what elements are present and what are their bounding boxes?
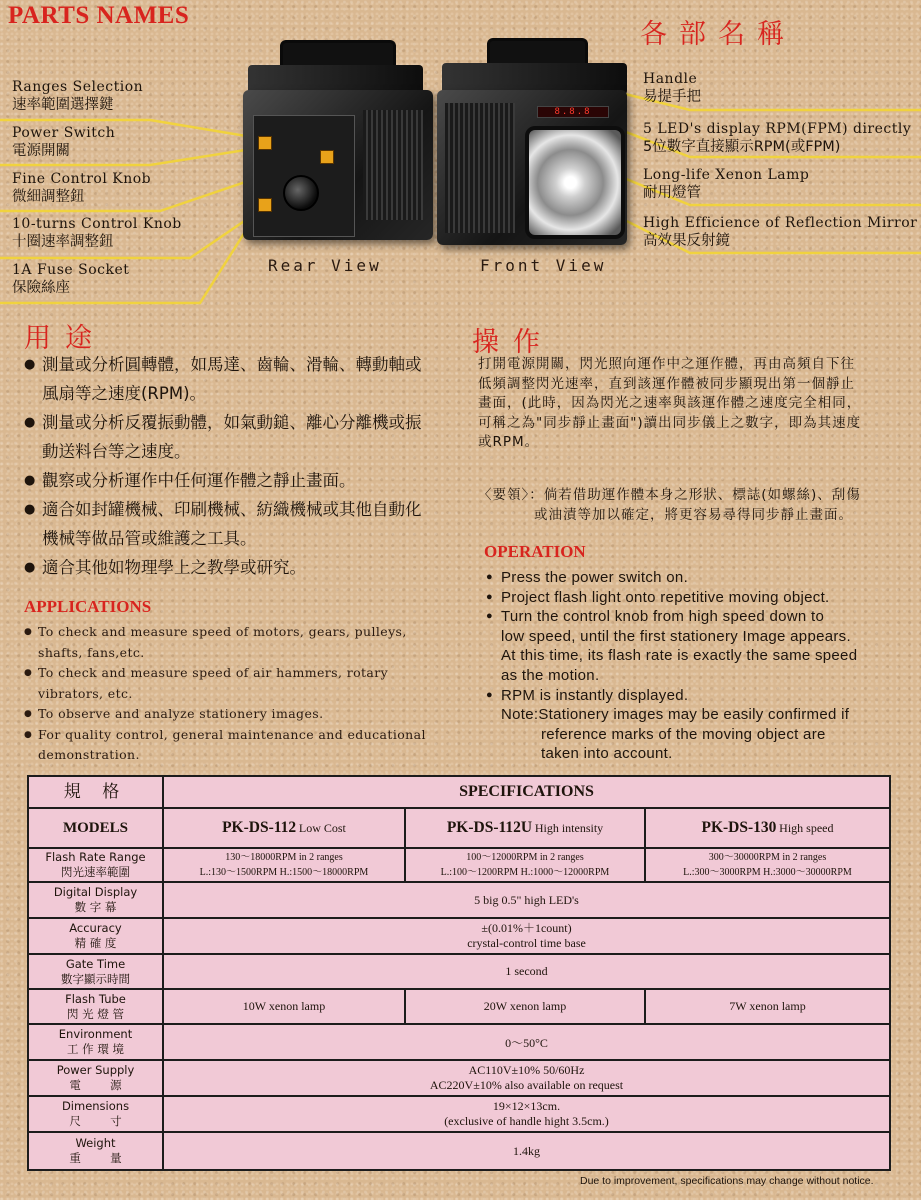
operation-note: Note:Stationery images may be easily confirmed if reference marks of the moving object are taken into account.: [501, 706, 850, 763]
front-view-label: Front View: [480, 256, 607, 275]
operation-list: [486, 568, 906, 705]
table-cell: 1 second: [163, 954, 890, 989]
list-item: ● To check and measure speed of motors, gears, pulleys, shafts, fans,etc.: [24, 622, 464, 663]
table-row: [28, 848, 890, 882]
list-item: ● For quality control, general maintenance and educational demonstration.: [24, 725, 464, 766]
table-cell: 0～50°C: [163, 1024, 890, 1060]
rear-view-label: Rear View: [268, 256, 382, 275]
applications-title: APPLICATIONS: [24, 597, 152, 616]
power-switch: [320, 150, 334, 164]
table-row: [28, 989, 890, 1024]
models-label: MODELS: [28, 808, 163, 848]
model-pk-ds-112: PK-DS-112 Low Cost: [163, 808, 405, 848]
model-pk-ds-112u: PK-DS-112U High intensity: [405, 808, 645, 848]
label-ranges-selection: Ranges Selection 速率範圍選擇鍵: [12, 79, 144, 113]
operation-title-cn: 操作: [472, 327, 554, 358]
row-head-flash-tube: Flash Tube 閃 光 燈 管: [28, 989, 163, 1024]
uses-title-cn: 用途: [24, 323, 106, 354]
list-item: ● 適合如封罐機械、印刷機械、紡織機械或其他自動化 機械等做品管或維護之工具。: [24, 495, 464, 553]
label-handle: Handle 易提手把: [643, 71, 701, 105]
side-vents-front: [445, 103, 515, 233]
table-row: [28, 882, 890, 918]
table-cell: 10W xenon lamp: [163, 989, 405, 1024]
list-item: ● To check and measure speed of air hammers, rotary vibrators, etc.: [24, 663, 464, 704]
operation-text-cn: 打開電源開關，閃光照向運作中之運作體，再由高頻自下往 低頻調整閃光速率，直到該運作體被同步顯現出第一個靜止 畫面，(此時，因為閃光之速率與該運作體之速度完全相同， 可稱之為"同步靜止畫面")讀出同步儀上之數字，即為其速度 或RPM。: [478, 356, 862, 450]
row-head-display: Digital Display 數 字 幕: [28, 882, 163, 918]
uses-list-cn: [24, 350, 464, 582]
list-item: ● Project flash light onto repetitive moving object.: [486, 588, 906, 608]
table-cell: 19×12×13cm. (exclusive of handle hight 3.5cm.): [163, 1096, 890, 1132]
row-head-accuracy: Accuracy 精 確 度: [28, 918, 163, 954]
applications-list: [24, 622, 464, 766]
control-knob: [283, 175, 319, 211]
table-row: [28, 954, 890, 989]
operation-note-cn: 〈要領〉：倘若借助運作體本身之形狀、標誌(如螺絲)、刮傷 或油漬等加以確定，將更容易尋得同步靜止畫面。: [478, 487, 861, 523]
table-row: [28, 1132, 890, 1170]
table-row: [28, 1096, 890, 1132]
label-10turns-control-knob: 10-turns Control Knob 十圈速率調整鈕: [12, 216, 182, 250]
table-cell: 300～30000RPM in 2 ranges L.:300～3000RPM H.:3000～30000RPM: [645, 848, 890, 882]
ranges-selection-switch: [258, 136, 272, 150]
label-fuse-socket: 1A Fuse Socket 保險絲座: [12, 262, 130, 296]
table-row: [28, 918, 890, 954]
table-cell: 20W xenon lamp: [405, 989, 645, 1024]
label-reflection-mirror: High Efficience of Reflection Mirror 高效果反射鏡: [643, 215, 918, 249]
led-display: 8.8.8: [537, 106, 609, 118]
specifications-table: [27, 775, 891, 1171]
list-item: ● 測量或分析圓轉體，如馬達、齒輪、滑輪、轉動軸或 風扇等之速度(RPM)。: [24, 350, 464, 408]
table-cell: AC110V±10% 50/60Hz AC220V±10% also available on request: [163, 1060, 890, 1096]
list-item: ● 適合其他如物理學上之教學或研究。: [24, 553, 464, 582]
front-view-device-image: [437, 38, 637, 253]
table-cell: 7W xenon lamp: [645, 989, 890, 1024]
table-row: [28, 776, 890, 808]
row-head-environment: Environment 工 作 環 境: [28, 1024, 163, 1060]
row-head-dimensions: Dimensions 尺 寸: [28, 1096, 163, 1132]
reflection-mirror: [525, 126, 625, 239]
row-head-gate-time: Gate Time 數字顯示時間: [28, 954, 163, 989]
table-row: [28, 1024, 890, 1060]
operation-title: OPERATION: [484, 542, 586, 561]
row-head-weight: Weight 重 量: [28, 1132, 163, 1170]
rear-view-device-image: [238, 40, 438, 250]
model-pk-ds-130: PK-DS-130 High speed: [645, 808, 890, 848]
specs-title-cn: 規 格: [28, 776, 163, 808]
list-item: ● Press the power switch on.: [486, 568, 906, 588]
table-cell: 100～12000RPM in 2 ranges L.:100～1200RPM H.:1000～12000RPM: [405, 848, 645, 882]
row-head-power-supply: Power Supply 電 源: [28, 1060, 163, 1096]
list-item: ● 觀察或分析運作中任何運作體之靜止畫面。: [24, 466, 464, 495]
label-power-switch: Power Switch 電源開關: [12, 125, 116, 159]
side-vents-rear: [363, 110, 423, 220]
list-item: ● Turn the control knob from high speed down to low speed, until the first stationery Image appears. At this time, its flash rate is exactly the same speed as the motion.: [486, 607, 906, 685]
footnote: Due to improvement, specifications may change without notice.: [580, 1175, 874, 1187]
table-row: [28, 808, 890, 848]
label-led-display: 5 LED's display RPM(FPM) directly 5位數字直接顯示RPM(或FPM): [643, 121, 912, 155]
row-head-flash-rate: Flash Rate Range 閃光速率範圍: [28, 848, 163, 882]
parts-names-title: PARTS NAMES: [8, 2, 190, 29]
fuse-socket: [258, 198, 272, 212]
parts-names-title-cn: 各部名稱: [640, 19, 796, 50]
list-item: ● To observe and analyze stationery images.: [24, 704, 464, 725]
table-cell: ±(0.01%＋1count) crystal-control time base: [163, 918, 890, 954]
table-row: [28, 1060, 890, 1096]
list-item: ● 測量或分析反覆振動體，如氣動鎚、離心分離機或振 動送料台等之速度。: [24, 408, 464, 466]
table-cell: 130～18000RPM in 2 ranges L.:130～1500RPM H.:1500～18000RPM: [163, 848, 405, 882]
label-fine-control-knob: Fine Control Knob 微細調整鈕: [12, 171, 152, 205]
list-item: ● RPM is instantly displayed.: [486, 686, 906, 706]
table-cell: 1.4kg: [163, 1132, 890, 1170]
label-xenon-lamp: Long-life Xenon Lamp 耐用燈管: [643, 167, 810, 201]
table-cell: 5 big 0.5" high LED's: [163, 882, 890, 918]
specs-title: SPECIFICATIONS: [163, 776, 890, 808]
